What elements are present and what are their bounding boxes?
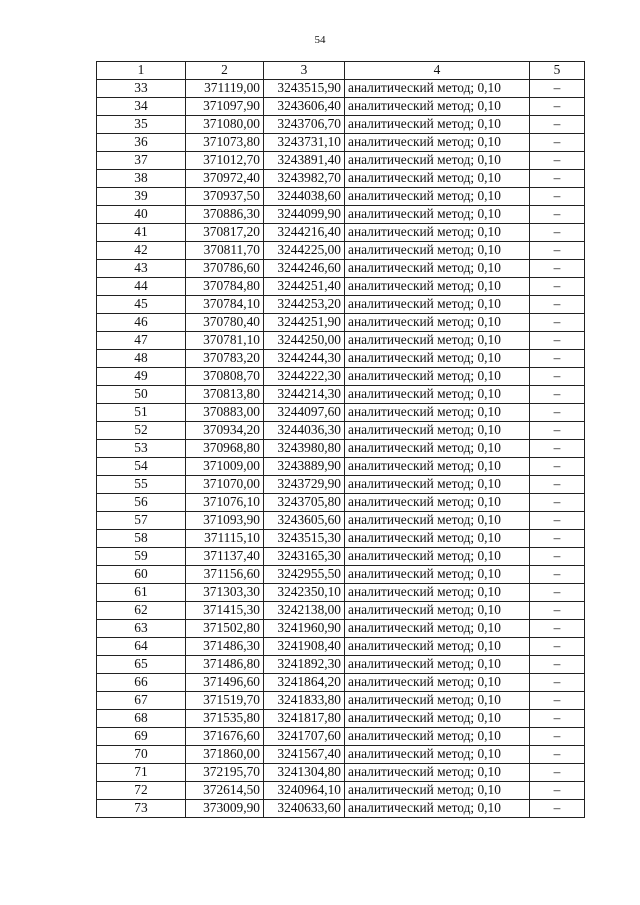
point-number-cell: 70 [97, 746, 186, 764]
note-cell: – [530, 80, 585, 98]
method-accuracy-cell: аналитический метод; 0,10 [345, 188, 530, 206]
method-accuracy-cell: аналитический метод; 0,10 [345, 80, 530, 98]
note-cell: – [530, 638, 585, 656]
table-row [97, 278, 585, 296]
x-coordinate-cell: 370813,80 [186, 386, 264, 404]
point-number-cell: 55 [97, 476, 186, 494]
method-accuracy-cell: аналитический метод; 0,10 [345, 224, 530, 242]
method-accuracy-cell: аналитический метод; 0,10 [345, 314, 530, 332]
x-coordinate-cell: 371012,70 [186, 152, 264, 170]
y-coordinate-cell: 3240633,60 [264, 800, 345, 818]
table-row [97, 98, 585, 116]
note-cell: – [530, 764, 585, 782]
y-coordinate-cell: 3243515,30 [264, 530, 345, 548]
note-cell: – [530, 692, 585, 710]
y-coordinate-cell: 3241908,40 [264, 638, 345, 656]
coordinates-table [96, 61, 585, 818]
method-accuracy-cell: аналитический метод; 0,10 [345, 656, 530, 674]
point-number-cell: 62 [97, 602, 186, 620]
note-cell: – [530, 782, 585, 800]
point-number-cell: 73 [97, 800, 186, 818]
point-number-cell: 47 [97, 332, 186, 350]
table-row [97, 296, 585, 314]
y-coordinate-cell: 3244222,30 [264, 368, 345, 386]
table-row [97, 746, 585, 764]
note-cell: – [530, 98, 585, 116]
table-row [97, 224, 585, 242]
method-accuracy-cell: аналитический метод; 0,10 [345, 530, 530, 548]
column-header-4: 4 [345, 62, 530, 80]
table-row [97, 440, 585, 458]
method-accuracy-cell: аналитический метод; 0,10 [345, 332, 530, 350]
note-cell: – [530, 656, 585, 674]
point-number-cell: 71 [97, 764, 186, 782]
point-number-cell: 53 [97, 440, 186, 458]
method-accuracy-cell: аналитический метод; 0,10 [345, 134, 530, 152]
table-row [97, 332, 585, 350]
point-number-cell: 45 [97, 296, 186, 314]
method-accuracy-cell: аналитический метод; 0,10 [345, 440, 530, 458]
x-coordinate-cell: 371496,60 [186, 674, 264, 692]
point-number-cell: 69 [97, 728, 186, 746]
method-accuracy-cell: аналитический метод; 0,10 [345, 404, 530, 422]
point-number-cell: 33 [97, 80, 186, 98]
x-coordinate-cell: 371093,90 [186, 512, 264, 530]
note-cell: – [530, 242, 585, 260]
table-row [97, 656, 585, 674]
x-coordinate-cell: 370972,40 [186, 170, 264, 188]
table-row [97, 638, 585, 656]
note-cell: – [530, 512, 585, 530]
method-accuracy-cell: аналитический метод; 0,10 [345, 98, 530, 116]
point-number-cell: 50 [97, 386, 186, 404]
x-coordinate-cell: 372195,70 [186, 764, 264, 782]
note-cell: – [530, 728, 585, 746]
method-accuracy-cell: аналитический метод; 0,10 [345, 674, 530, 692]
method-accuracy-cell: аналитический метод; 0,10 [345, 746, 530, 764]
y-coordinate-cell: 3243706,70 [264, 116, 345, 134]
method-accuracy-cell: аналитический метод; 0,10 [345, 764, 530, 782]
y-coordinate-cell: 3244246,60 [264, 260, 345, 278]
method-accuracy-cell: аналитический метод; 0,10 [345, 458, 530, 476]
y-coordinate-cell: 3243165,30 [264, 548, 345, 566]
y-coordinate-cell: 3243891,40 [264, 152, 345, 170]
y-coordinate-cell: 3244225,00 [264, 242, 345, 260]
point-number-cell: 64 [97, 638, 186, 656]
point-number-cell: 42 [97, 242, 186, 260]
table-row [97, 368, 585, 386]
x-coordinate-cell: 371486,80 [186, 656, 264, 674]
method-accuracy-cell: аналитический метод; 0,10 [345, 260, 530, 278]
note-cell: – [530, 440, 585, 458]
table-row [97, 116, 585, 134]
x-coordinate-cell: 370934,20 [186, 422, 264, 440]
y-coordinate-cell: 3242955,50 [264, 566, 345, 584]
table-row [97, 422, 585, 440]
column-header-2: 2 [186, 62, 264, 80]
method-accuracy-cell: аналитический метод; 0,10 [345, 476, 530, 494]
note-cell: – [530, 422, 585, 440]
note-cell: – [530, 800, 585, 818]
point-number-cell: 54 [97, 458, 186, 476]
y-coordinate-cell: 3241707,60 [264, 728, 345, 746]
note-cell: – [530, 620, 585, 638]
y-coordinate-cell: 3241864,20 [264, 674, 345, 692]
x-coordinate-cell: 370786,60 [186, 260, 264, 278]
note-cell: – [530, 206, 585, 224]
x-coordinate-cell: 371303,30 [186, 584, 264, 602]
table-row [97, 314, 585, 332]
y-coordinate-cell: 3242350,10 [264, 584, 345, 602]
y-coordinate-cell: 3243605,60 [264, 512, 345, 530]
note-cell: – [530, 530, 585, 548]
table-body [97, 80, 585, 818]
x-coordinate-cell: 371137,40 [186, 548, 264, 566]
x-coordinate-cell: 370968,80 [186, 440, 264, 458]
note-cell: – [530, 278, 585, 296]
note-cell: – [530, 674, 585, 692]
table-row [97, 548, 585, 566]
method-accuracy-cell: аналитический метод; 0,10 [345, 620, 530, 638]
table-row [97, 242, 585, 260]
point-number-cell: 51 [97, 404, 186, 422]
y-coordinate-cell: 3244251,90 [264, 314, 345, 332]
point-number-cell: 58 [97, 530, 186, 548]
note-cell: – [530, 296, 585, 314]
y-coordinate-cell: 3243729,90 [264, 476, 345, 494]
y-coordinate-cell: 3241892,30 [264, 656, 345, 674]
y-coordinate-cell: 3244214,30 [264, 386, 345, 404]
note-cell: – [530, 260, 585, 278]
method-accuracy-cell: аналитический метод; 0,10 [345, 494, 530, 512]
x-coordinate-cell: 371073,80 [186, 134, 264, 152]
point-number-cell: 57 [97, 512, 186, 530]
x-coordinate-cell: 371415,30 [186, 602, 264, 620]
point-number-cell: 67 [97, 692, 186, 710]
table-row [97, 566, 585, 584]
point-number-cell: 66 [97, 674, 186, 692]
column-header-5: 5 [530, 62, 585, 80]
x-coordinate-cell: 371070,00 [186, 476, 264, 494]
method-accuracy-cell: аналитический метод; 0,10 [345, 206, 530, 224]
x-coordinate-cell: 371676,60 [186, 728, 264, 746]
table-row [97, 386, 585, 404]
note-cell: – [530, 494, 585, 512]
table-row [97, 782, 585, 800]
y-coordinate-cell: 3243515,90 [264, 80, 345, 98]
x-coordinate-cell: 371115,10 [186, 530, 264, 548]
method-accuracy-cell: аналитический метод; 0,10 [345, 692, 530, 710]
table-row [97, 512, 585, 530]
x-coordinate-cell: 370817,20 [186, 224, 264, 242]
method-accuracy-cell: аналитический метод; 0,10 [345, 638, 530, 656]
table-row [97, 494, 585, 512]
table-row [97, 188, 585, 206]
table-row [97, 404, 585, 422]
table-row [97, 134, 585, 152]
x-coordinate-cell: 370784,10 [186, 296, 264, 314]
x-coordinate-cell: 371486,30 [186, 638, 264, 656]
table-row [97, 728, 585, 746]
point-number-cell: 38 [97, 170, 186, 188]
method-accuracy-cell: аналитический метод; 0,10 [345, 566, 530, 584]
table-row [97, 476, 585, 494]
y-coordinate-cell: 3243731,10 [264, 134, 345, 152]
table-row [97, 530, 585, 548]
x-coordinate-cell: 370811,70 [186, 242, 264, 260]
note-cell: – [530, 332, 585, 350]
y-coordinate-cell: 3243982,70 [264, 170, 345, 188]
point-number-cell: 46 [97, 314, 186, 332]
note-cell: – [530, 224, 585, 242]
point-number-cell: 44 [97, 278, 186, 296]
x-coordinate-cell: 371097,90 [186, 98, 264, 116]
note-cell: – [530, 566, 585, 584]
y-coordinate-cell: 3243705,80 [264, 494, 345, 512]
note-cell: – [530, 476, 585, 494]
point-number-cell: 34 [97, 98, 186, 116]
method-accuracy-cell: аналитический метод; 0,10 [345, 512, 530, 530]
x-coordinate-cell: 370886,30 [186, 206, 264, 224]
method-accuracy-cell: аналитический метод; 0,10 [345, 368, 530, 386]
note-cell: – [530, 152, 585, 170]
x-coordinate-cell: 370937,50 [186, 188, 264, 206]
x-coordinate-cell: 371076,10 [186, 494, 264, 512]
y-coordinate-cell: 3241817,80 [264, 710, 345, 728]
note-cell: – [530, 188, 585, 206]
x-coordinate-cell: 373009,90 [186, 800, 264, 818]
point-number-cell: 61 [97, 584, 186, 602]
y-coordinate-cell: 3243980,80 [264, 440, 345, 458]
table-header-row [97, 62, 585, 80]
method-accuracy-cell: аналитический метод; 0,10 [345, 152, 530, 170]
note-cell: – [530, 584, 585, 602]
method-accuracy-cell: аналитический метод; 0,10 [345, 584, 530, 602]
method-accuracy-cell: аналитический метод; 0,10 [345, 422, 530, 440]
point-number-cell: 37 [97, 152, 186, 170]
method-accuracy-cell: аналитический метод; 0,10 [345, 296, 530, 314]
table-row [97, 458, 585, 476]
note-cell: – [530, 314, 585, 332]
table-row [97, 710, 585, 728]
method-accuracy-cell: аналитический метод; 0,10 [345, 710, 530, 728]
table-row [97, 620, 585, 638]
y-coordinate-cell: 3244036,30 [264, 422, 345, 440]
point-number-cell: 41 [97, 224, 186, 242]
table-row [97, 206, 585, 224]
table-row [97, 584, 585, 602]
method-accuracy-cell: аналитический метод; 0,10 [345, 350, 530, 368]
x-coordinate-cell: 371119,00 [186, 80, 264, 98]
table-row [97, 602, 585, 620]
point-number-cell: 36 [97, 134, 186, 152]
x-coordinate-cell: 370784,80 [186, 278, 264, 296]
y-coordinate-cell: 3240964,10 [264, 782, 345, 800]
method-accuracy-cell: аналитический метод; 0,10 [345, 116, 530, 134]
table-row [97, 674, 585, 692]
table-row [97, 260, 585, 278]
x-coordinate-cell: 371535,80 [186, 710, 264, 728]
table-row [97, 692, 585, 710]
y-coordinate-cell: 3244216,40 [264, 224, 345, 242]
point-number-cell: 49 [97, 368, 186, 386]
y-coordinate-cell: 3244244,30 [264, 350, 345, 368]
point-number-cell: 59 [97, 548, 186, 566]
y-coordinate-cell: 3241567,40 [264, 746, 345, 764]
note-cell: – [530, 386, 585, 404]
column-header-3: 3 [264, 62, 345, 80]
note-cell: – [530, 116, 585, 134]
method-accuracy-cell: аналитический метод; 0,10 [345, 386, 530, 404]
table-row [97, 152, 585, 170]
x-coordinate-cell: 372614,50 [186, 782, 264, 800]
table-row [97, 80, 585, 98]
y-coordinate-cell: 3242138,00 [264, 602, 345, 620]
x-coordinate-cell: 371519,70 [186, 692, 264, 710]
note-cell: – [530, 746, 585, 764]
y-coordinate-cell: 3241960,90 [264, 620, 345, 638]
point-number-cell: 35 [97, 116, 186, 134]
point-number-cell: 68 [97, 710, 186, 728]
note-cell: – [530, 602, 585, 620]
point-number-cell: 63 [97, 620, 186, 638]
x-coordinate-cell: 371009,00 [186, 458, 264, 476]
y-coordinate-cell: 3244038,60 [264, 188, 345, 206]
x-coordinate-cell: 370783,20 [186, 350, 264, 368]
x-coordinate-cell: 371502,80 [186, 620, 264, 638]
table-row [97, 350, 585, 368]
note-cell: – [530, 548, 585, 566]
method-accuracy-cell: аналитический метод; 0,10 [345, 782, 530, 800]
point-number-cell: 56 [97, 494, 186, 512]
y-coordinate-cell: 3244250,00 [264, 332, 345, 350]
x-coordinate-cell: 371080,00 [186, 116, 264, 134]
y-coordinate-cell: 3244251,40 [264, 278, 345, 296]
method-accuracy-cell: аналитический метод; 0,10 [345, 728, 530, 746]
point-number-cell: 39 [97, 188, 186, 206]
point-number-cell: 43 [97, 260, 186, 278]
method-accuracy-cell: аналитический метод; 0,10 [345, 548, 530, 566]
x-coordinate-cell: 371860,00 [186, 746, 264, 764]
note-cell: – [530, 404, 585, 422]
x-coordinate-cell: 370808,70 [186, 368, 264, 386]
note-cell: – [530, 350, 585, 368]
point-number-cell: 60 [97, 566, 186, 584]
note-cell: – [530, 170, 585, 188]
y-coordinate-cell: 3243889,90 [264, 458, 345, 476]
point-number-cell: 40 [97, 206, 186, 224]
point-number-cell: 48 [97, 350, 186, 368]
method-accuracy-cell: аналитический метод; 0,10 [345, 242, 530, 260]
table-row [97, 170, 585, 188]
method-accuracy-cell: аналитический метод; 0,10 [345, 602, 530, 620]
x-coordinate-cell: 371156,60 [186, 566, 264, 584]
note-cell: – [530, 368, 585, 386]
point-number-cell: 72 [97, 782, 186, 800]
table-row [97, 764, 585, 782]
column-header-1: 1 [97, 62, 186, 80]
x-coordinate-cell: 370780,40 [186, 314, 264, 332]
y-coordinate-cell: 3244253,20 [264, 296, 345, 314]
y-coordinate-cell: 3241304,80 [264, 764, 345, 782]
x-coordinate-cell: 370883,00 [186, 404, 264, 422]
method-accuracy-cell: аналитический метод; 0,10 [345, 170, 530, 188]
point-number-cell: 65 [97, 656, 186, 674]
point-number-cell: 52 [97, 422, 186, 440]
method-accuracy-cell: аналитический метод; 0,10 [345, 278, 530, 296]
page-number: 54 [314, 34, 326, 46]
y-coordinate-cell: 3244097,60 [264, 404, 345, 422]
note-cell: – [530, 458, 585, 476]
note-cell: – [530, 134, 585, 152]
y-coordinate-cell: 3243606,40 [264, 98, 345, 116]
y-coordinate-cell: 3241833,80 [264, 692, 345, 710]
x-coordinate-cell: 370781,10 [186, 332, 264, 350]
note-cell: – [530, 710, 585, 728]
method-accuracy-cell: аналитический метод; 0,10 [345, 800, 530, 818]
y-coordinate-cell: 3244099,90 [264, 206, 345, 224]
table-row [97, 800, 585, 818]
